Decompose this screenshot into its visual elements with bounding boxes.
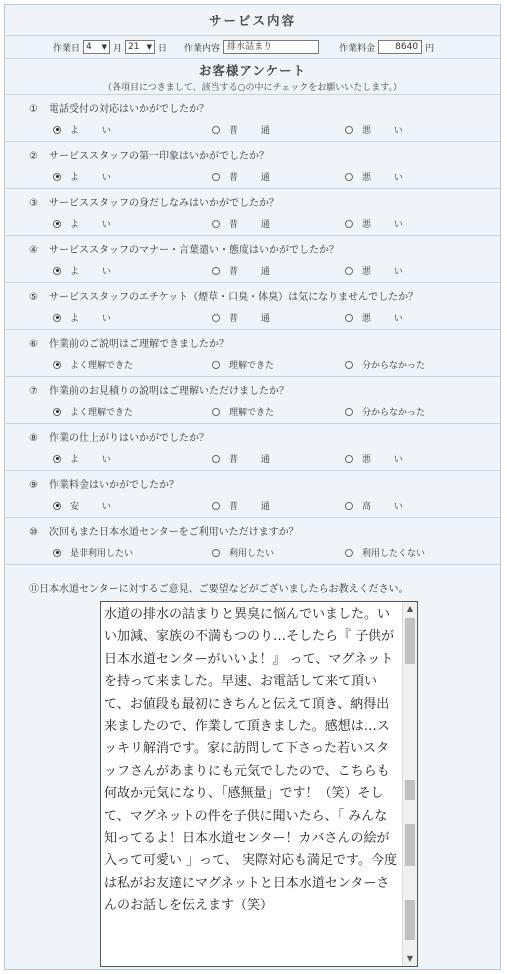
radio-unchecked[interactable] — [212, 408, 220, 416]
option-2[interactable] — [212, 264, 280, 277]
radio-unchecked[interactable] — [212, 455, 220, 463]
question-number: ② — [29, 151, 38, 162]
question-6 — [5, 330, 500, 377]
option-3[interactable] — [345, 264, 413, 277]
option-3[interactable] — [345, 452, 413, 465]
option-label: 分からなかった — [362, 361, 426, 371]
section-title: サービス内容 — [5, 5, 500, 36]
question-label: サービススタッフの第一印象はいかがでしたか？ — [49, 151, 269, 162]
radio-unchecked[interactable] — [345, 455, 353, 463]
question-10-text — [29, 523, 299, 538]
radio-checked[interactable] — [53, 361, 61, 369]
option-label: 普 通 — [229, 126, 280, 136]
month-unit: 月 — [113, 43, 123, 54]
radio-checked[interactable] — [53, 502, 61, 510]
option-label: よ い — [70, 173, 121, 183]
question-7 — [5, 377, 500, 424]
option-2[interactable] — [212, 217, 280, 230]
question-3-text — [29, 194, 279, 209]
option-label: よ い — [70, 455, 121, 465]
question-number: ⑩ — [29, 527, 38, 538]
option-2[interactable] — [212, 546, 274, 559]
option-label: 理解できた — [229, 361, 275, 371]
comment-scrollbar[interactable] — [402, 602, 417, 966]
question-label: 次回もまた日本水道センターをご利用いただけますか？ — [49, 527, 299, 538]
option-label: 悪 い — [362, 314, 413, 324]
question-9 — [5, 471, 500, 518]
radio-unchecked[interactable] — [345, 220, 353, 228]
question-4 — [5, 236, 500, 283]
option-label: 普 通 — [229, 173, 280, 183]
radio-unchecked[interactable] — [212, 549, 220, 557]
option-label: 悪 い — [362, 126, 413, 136]
radio-unchecked[interactable] — [345, 549, 353, 557]
scrollbar-thumb[interactable] — [405, 780, 415, 800]
option-3[interactable] — [345, 405, 425, 418]
question-5 — [5, 283, 500, 330]
radio-unchecked[interactable] — [212, 361, 220, 369]
work-fee-input[interactable]: 8640 — [378, 40, 422, 54]
option-3[interactable] — [345, 217, 413, 230]
question-1 — [5, 95, 500, 142]
radio-unchecked[interactable] — [345, 502, 353, 510]
radio-unchecked[interactable] — [212, 220, 220, 228]
option-3[interactable] — [345, 311, 413, 324]
radio-checked[interactable] — [53, 314, 61, 322]
question-list — [5, 95, 500, 565]
option-label: 悪 い — [362, 267, 413, 277]
question-number: ⑥ — [29, 339, 38, 350]
radio-unchecked[interactable] — [345, 361, 353, 369]
survey-subtitle: （各項目につきまして、該当する○の中にチェックをお願いいたします。） — [102, 83, 402, 93]
option-1[interactable] — [53, 405, 133, 418]
question-label: 日本水道センターに対するご意見、ご要望などがございましたらお教えください。 — [39, 584, 409, 595]
radio-checked[interactable] — [53, 173, 61, 181]
question-label: 作業前のお見積りの説明はご理解いただけましたか？ — [49, 386, 289, 397]
scrollbar-thumb[interactable] — [405, 618, 415, 664]
radio-unchecked[interactable] — [345, 126, 353, 134]
radio-checked[interactable] — [53, 455, 61, 463]
option-label: 悪 い — [362, 220, 413, 230]
question-5-text — [29, 288, 418, 303]
work-date-label: 作業日 — [53, 43, 81, 54]
question-label: サービススタッフの身だしなみはいかがでしたか？ — [49, 198, 279, 209]
radio-unchecked[interactable] — [212, 267, 220, 275]
radio-checked[interactable] — [53, 408, 61, 416]
option-label: よく理解できた — [70, 361, 134, 371]
work-content-input[interactable]: 排水詰まり — [223, 40, 319, 54]
question-label: 作業料金はいかがでしたか？ — [49, 480, 179, 491]
option-label: 普 通 — [229, 502, 280, 512]
option-label: 分からなかった — [362, 408, 426, 418]
option-label: 悪 い — [362, 455, 413, 465]
radio-unchecked[interactable] — [345, 267, 353, 275]
radio-unchecked[interactable] — [212, 502, 220, 510]
question-label: サービススタッフのエチケット（煙草・口臭・体臭）は気になりませんでしたか？ — [49, 292, 419, 303]
question-10 — [5, 518, 500, 565]
option-1[interactable] — [53, 358, 133, 371]
option-3[interactable] — [345, 546, 425, 559]
option-2[interactable] — [212, 452, 280, 465]
option-3[interactable] — [345, 358, 425, 371]
month-value: 4 — [86, 42, 92, 52]
option-label: 普 通 — [229, 314, 280, 324]
question-11-text — [29, 580, 409, 595]
radio-unchecked[interactable] — [212, 314, 220, 322]
option-label: よ い — [70, 126, 121, 136]
question-number: ⑦ — [29, 386, 38, 397]
option-1[interactable] — [53, 499, 121, 512]
scroll-down-icon[interactable]: ▼ — [406, 954, 414, 963]
option-2[interactable] — [212, 311, 280, 324]
comment-text: 水道の排水の詰まりと異臭に悩んでいました。いい加減、家族の不満もつのり…そしたら『 子供が日本水道センターがいいよ！』 って、マグネットを持って来ました。早速、お電話して来て頂いて、お値段も最初にきちんと伝えて頂き、納得出来ましたので、作業して頂きました。感想は…スッキリ解消です。家に訪問して下さった若いスタッフさんがあまりにも元気でしたので、こちらも何故か元気になり、「感無量」です！（笑）そして、マグネットの件を子供に聞いたら、「 みんな知ってるよ！日本水道センター！カバさんの絵が入って可愛い 」って、 実際対応も満足です。今度は私がお友達にマグネットと日本水道センターさんのお話しを伝えます（笑） — [104, 607, 397, 914]
option-1[interactable] — [53, 217, 121, 230]
option-label: 普 通 — [229, 220, 280, 230]
option-label: 高 い — [362, 502, 413, 512]
option-label: よ い — [70, 314, 121, 324]
radio-checked[interactable] — [53, 126, 61, 134]
option-1[interactable] — [53, 452, 121, 465]
question-number: ⑤ — [29, 292, 38, 303]
question-7-text — [29, 382, 289, 397]
fee-unit: 円 — [425, 43, 435, 54]
question-3 — [5, 189, 500, 236]
radio-checked[interactable] — [53, 220, 61, 228]
option-1[interactable] — [53, 311, 121, 324]
option-2[interactable] — [212, 123, 280, 136]
option-3[interactable] — [345, 123, 413, 136]
option-label: 理解できた — [229, 408, 275, 418]
option-3[interactable] — [345, 499, 413, 512]
option-label: 是非利用したい — [70, 549, 134, 559]
option-label: よく理解できた — [70, 408, 134, 418]
radio-checked[interactable] — [53, 549, 61, 557]
survey-title: お客様アンケート — [198, 63, 307, 78]
work-info-row — [5, 36, 500, 59]
question-1-text — [29, 100, 209, 115]
day-select[interactable] — [125, 40, 155, 54]
option-label: 安 い — [70, 502, 121, 512]
scroll-up-icon[interactable]: ▲ — [406, 604, 414, 613]
option-label: 利用したい — [229, 549, 275, 559]
question-8 — [5, 424, 500, 471]
option-label: 悪 い — [362, 173, 413, 183]
radio-unchecked[interactable] — [345, 314, 353, 322]
option-2[interactable] — [212, 170, 280, 183]
question-number: ⑧ — [29, 433, 38, 444]
option-label: 普 通 — [229, 455, 280, 465]
question-number: ④ — [29, 245, 38, 256]
question-number: ⑪ — [29, 584, 39, 595]
radio-unchecked[interactable] — [212, 173, 220, 181]
radio-unchecked[interactable] — [212, 126, 220, 134]
survey-form — [4, 4, 501, 970]
question-number: ③ — [29, 198, 38, 209]
day-unit: 日 — [158, 43, 168, 54]
question-8-text — [29, 429, 209, 444]
option-2[interactable] — [212, 358, 274, 371]
month-select[interactable] — [83, 40, 110, 54]
option-2[interactable] — [212, 405, 274, 418]
question-9-text — [29, 476, 179, 491]
question-number: ⑨ — [29, 480, 38, 491]
question-6-text — [29, 335, 229, 350]
radio-checked[interactable] — [53, 267, 61, 275]
option-label: よ い — [70, 220, 121, 230]
chevron-down-icon: ▼ — [101, 43, 108, 51]
option-label: 利用したくない — [362, 549, 426, 559]
question-2 — [5, 142, 500, 189]
option-label: 普 通 — [229, 267, 280, 277]
day-value: 21 — [128, 42, 140, 52]
option-1[interactable] — [53, 546, 133, 559]
radio-unchecked[interactable] — [345, 173, 353, 181]
comment-textarea[interactable] — [100, 601, 418, 967]
option-1[interactable] — [53, 264, 121, 277]
survey-header — [5, 59, 500, 95]
option-3[interactable] — [345, 170, 413, 183]
radio-unchecked[interactable] — [345, 408, 353, 416]
question-label: 作業の仕上がりはいかがでしたか？ — [49, 433, 209, 444]
work-fee-label: 作業料金 — [339, 43, 376, 54]
question-number: ① — [29, 104, 38, 115]
question-2-text — [29, 147, 269, 162]
question-label: 作業前のご説明はご理解できましたか？ — [49, 339, 229, 350]
option-2[interactable] — [212, 499, 280, 512]
option-1[interactable] — [53, 170, 121, 183]
option-1[interactable] — [53, 123, 121, 136]
question-4-text — [29, 241, 339, 256]
question-label: 電話受付の対応はいかがでしたか？ — [49, 104, 209, 115]
option-label: よ い — [70, 267, 121, 277]
scrollbar-thumb[interactable] — [405, 900, 415, 940]
chevron-down-icon: ▼ — [146, 43, 153, 51]
work-content-label: 作業内容 — [184, 43, 221, 54]
question-label: サービススタッフのマナー・言葉遣い・態度はいかがでしたか？ — [49, 245, 339, 256]
scrollbar-thumb[interactable] — [405, 824, 415, 866]
